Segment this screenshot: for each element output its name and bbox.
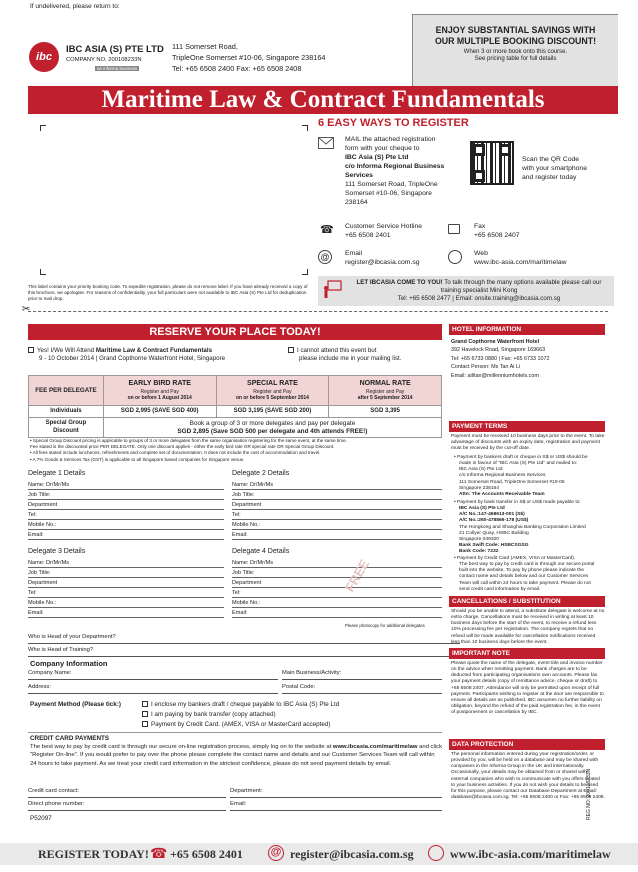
email-label: Email bbox=[345, 250, 362, 257]
ways-heading: 6 EASY WAYS TO REGISTER bbox=[318, 117, 469, 129]
delegate-field-mobile[interactable]: Mobile No.: bbox=[28, 520, 224, 530]
delegate-field-dept[interactable]: Department bbox=[28, 500, 224, 510]
company-name: IBC ASIA (S) PTE LTD bbox=[66, 44, 164, 55]
delegate-2[interactable] bbox=[232, 470, 442, 540]
ibc-logo: ibc bbox=[29, 42, 59, 72]
email-contact bbox=[345, 250, 420, 268]
company-no: COMPANY NO. 200108233N bbox=[66, 57, 142, 63]
important-note-text: Please quote the name of the delegate, event title and invoice number on the advice when remitting payment. Bank charges are to be deducted from participating organisations own accounts. Please fax your payment details (copy of remittance advice, cheque or draft) to +65 6508 2407. Attendance will only be permitted upon receipt of full payment. Participants wishing to register at the door are responsible to ensure all details are as published. IBC assumes no further liability on obligation, beyond the refund of the paid registration fee, in the event of postponement or cancellation by IBC. bbox=[451, 661, 604, 715]
informa-badge: an informa business bbox=[97, 66, 138, 71]
note-1: • Special Group Discount pricing is applicable to groups of 3 or more delegates from the same organisation registering for the same event, at the same time. bbox=[30, 438, 347, 443]
cheque-checkbox[interactable] bbox=[142, 701, 148, 707]
payment-method-label: Payment Method (Please tick:) bbox=[30, 701, 121, 708]
cc-phone-field[interactable]: Direct phone number: bbox=[28, 801, 226, 811]
web-address[interactable]: www.ibc-asia.com/maritimelaw bbox=[474, 258, 567, 266]
promo-sub-2: See pricing table for full details bbox=[474, 56, 557, 63]
head-training-field[interactable]: Who is Head of Training? bbox=[28, 647, 460, 657]
delegate-3[interactable] bbox=[28, 548, 224, 618]
qr-line-1: Scan the QR Code bbox=[522, 156, 580, 163]
fax-number: +65 6508 2407 bbox=[474, 231, 520, 239]
payment-card-terms: • Payment by Credit Card (AMEX, VISA or MasterCard). The best way to pay by credit card is through our secure portal built into the website. To pay by phone please indicate the contact name and details below and our Customer Services Team will call within 24 hours to take payment. Please do not send credit card information by email. bbox=[454, 556, 595, 592]
fee-label: FEE PER DELEGATE bbox=[29, 376, 104, 406]
mail-line-2: form with your cheque to bbox=[345, 144, 420, 152]
qr-instructions bbox=[522, 156, 587, 182]
cannot-line-1: I cannot attend this event but bbox=[297, 347, 377, 354]
postal-code-field[interactable]: Postal Code: bbox=[282, 684, 442, 694]
promo-title-2: OUR MULTIPLE BOOKING DISCOUNT! bbox=[434, 35, 597, 46]
attend-date: 9 - 10 October 2014 | Grand Copthorne Waterfront Hotel, Singapore bbox=[39, 355, 226, 363]
talk-contact: Tel: +65 6508 2477 | Email: onsite.training@ibcasia.com.sg bbox=[397, 295, 561, 303]
delegate-field-email[interactable]: Email: bbox=[232, 530, 442, 540]
attend-prefix: Yes! I/We Will Attend bbox=[37, 347, 96, 354]
payment-option-card[interactable]: Payment by Credit Card. (AMEX, VISA or MasterCard accepted) bbox=[142, 720, 339, 730]
mail-care-2: Services bbox=[345, 171, 373, 179]
fax-label: Fax bbox=[474, 223, 486, 230]
delegate-4-title: Delegate 4 Details bbox=[232, 548, 290, 555]
footer-phone[interactable]: +65 6508 2401 bbox=[170, 847, 243, 861]
payment-option-cheque[interactable]: I enclose my bankers draft / cheque payable to IBC Asia (S) Pte Ltd bbox=[142, 700, 339, 710]
return-address-2: TripleOne Somerset #10-06, Singapore 238164 bbox=[172, 53, 326, 62]
delegate-field-name[interactable]: Name: Dr/Mr/Ms bbox=[28, 480, 224, 490]
footer-register: REGISTER TODAY! bbox=[38, 847, 149, 861]
mail-addr-1: 111 Somerset Road, TripleOne bbox=[345, 180, 438, 188]
onsite-training-box bbox=[318, 276, 614, 306]
early-bird-price: SGD 2,995 (SAVE SGD 400) bbox=[103, 406, 216, 418]
delegate-field-dept[interactable]: Department bbox=[28, 578, 224, 588]
hotel-info: Grand Copthorne Waterfront Hotel 392 Havelock Road, Singapore 169663 Tel: +65 6733 0880 | Fax: +65 6733 1072 Contact Person: Ms Tan Ai Li Email: ailitan@millenniumhotels.com bbox=[451, 339, 550, 379]
mail-care-1: c/o Informa Regional Business bbox=[345, 162, 445, 170]
cc-contact-field[interactable]: Credit card contact: bbox=[28, 788, 226, 798]
note-3: • All fees stated include luncheons, refreshments and complete set of documentation. It does not include the cost of accommodation and travel. bbox=[30, 450, 321, 456]
email-address[interactable]: register@ibcasia.com.sg bbox=[345, 258, 420, 266]
pricing-notes bbox=[30, 438, 442, 463]
scissors-icon: ✂ bbox=[22, 304, 31, 315]
reg-no: REG NO: 200108233N bbox=[586, 768, 592, 820]
delegate-field-mobile[interactable]: Mobile No.: bbox=[232, 520, 442, 530]
payment-options bbox=[142, 700, 339, 729]
delegate-field-job[interactable]: Job Title: bbox=[232, 490, 442, 500]
mail-addr-2: Somerset #10-06, Singapore bbox=[345, 189, 432, 197]
payment-option-transfer[interactable]: I am paying by bank transfer (copy attached) bbox=[142, 710, 339, 720]
footer-globe-icon bbox=[428, 845, 444, 861]
return-address-1: 111 Somerset Road, bbox=[172, 42, 238, 51]
page-title: Maritime Law & Contract Fundamentals bbox=[28, 86, 618, 114]
delegate-field-email[interactable]: Email: bbox=[232, 608, 442, 618]
group-price: Book a group of 3 or more delegates and pay per delegate SGD 2,895 (Save SGD 500 per delegate and 4th attends FREE!) bbox=[103, 418, 441, 438]
delegate-1-title: Delegate 1 Details bbox=[28, 470, 86, 477]
return-phone: Tel: +65 6508 2400 Fax: +65 6508 2408 bbox=[172, 64, 302, 73]
hotline bbox=[345, 223, 422, 241]
delegate-field-email[interactable]: Email: bbox=[28, 608, 224, 618]
talk-text: To talk through the many options available please call our training specialist Mini Kong bbox=[440, 279, 602, 295]
cc-text: The best way to pay by credit card is through our secure on-line registration process, simply log on to the website at www.ibcasia.com/maritimelaw and click "Register On-line". If you would prefer to pay over the phone please complete the contact name and details and our Customer Services Team will call within 24 hours to take payment. As we treat your credit card information in the strictest confidence, please do not send payment details by email. bbox=[30, 744, 443, 767]
delegate-4[interactable] bbox=[232, 548, 442, 618]
mail-icon bbox=[318, 137, 334, 149]
delegate-field-tel[interactable]: Tel: bbox=[28, 510, 224, 520]
footer-email-icon: @ bbox=[268, 845, 284, 861]
promo-sub-1: When 3 or more book onto this course. bbox=[463, 49, 568, 56]
hotline-number[interactable]: +65 6508 2401 bbox=[345, 231, 391, 239]
globe-icon bbox=[448, 250, 462, 264]
delegate-field-job[interactable]: Job Title: bbox=[28, 490, 224, 500]
mail-line-1: MAIL the attached registration bbox=[345, 136, 436, 143]
cc-heading: CREDIT CARD PAYMENTS bbox=[30, 735, 110, 742]
normal-price: SGD 3,395 bbox=[329, 406, 442, 418]
company-info-heading: Company Information bbox=[30, 659, 108, 668]
payment-terms-heading: PAYMENT TERMS bbox=[449, 421, 605, 432]
fax-icon bbox=[448, 224, 460, 234]
pricing-table bbox=[28, 375, 442, 438]
mail-instructions bbox=[345, 136, 470, 208]
delegate-field-name[interactable]: Name: Dr/Mr/Ms bbox=[232, 558, 442, 568]
cc-email-field[interactable]: Email: bbox=[230, 801, 442, 811]
mail-company: IBC Asia (S) Pte Ltd bbox=[345, 153, 409, 161]
photocopy-note: Please photocopy for additional delegates bbox=[345, 623, 425, 628]
group-label: Special Group Discount bbox=[29, 418, 104, 438]
cut-line bbox=[28, 311, 608, 312]
delegate-1[interactable] bbox=[28, 470, 224, 540]
delegate-field-dept[interactable]: Department bbox=[232, 578, 442, 588]
card-checkbox[interactable] bbox=[142, 721, 148, 727]
promo-title-1: ENJOY SUBSTANTIAL SAVINGS WITH bbox=[435, 25, 596, 35]
attend-option[interactable] bbox=[28, 347, 288, 364]
delegate-field-tel[interactable]: Tel: bbox=[232, 510, 442, 520]
talk-lead: LET IBCASIA COME TO YOU! bbox=[356, 279, 443, 286]
important-note-heading: IMPORTANT NOTE bbox=[449, 648, 605, 659]
delegate-2-title: Delegate 2 Details bbox=[232, 470, 290, 477]
priority-code: P52097 bbox=[30, 815, 52, 822]
note-2: Fee stated is the discounted price PER DELEGATE. Only one discount applies - either the early bird rate OR special rate OR Special Group Discount. bbox=[30, 444, 335, 450]
attend-course: Maritime Law & Contract Fundamentals bbox=[95, 347, 213, 354]
delegate-field-mobile[interactable]: Mobile No.: bbox=[232, 598, 442, 608]
cannot-attend-option[interactable] bbox=[288, 347, 448, 364]
web-label: Web bbox=[474, 250, 488, 257]
footer-web[interactable]: www.ibc-asia.com/maritimelaw bbox=[450, 847, 611, 861]
delegate-field-job[interactable]: Job Title: bbox=[232, 568, 442, 578]
delegate-field-tel[interactable]: Tel: bbox=[232, 588, 442, 598]
business-activity-field[interactable]: Main Business/Activity: bbox=[282, 670, 442, 680]
data-protection-text: The personal information entered during your registration/order, or provided by you, will be held on a database and may be shared with companies in the Informa Group in the UK and internationally. Occasionally, your details may be obtained from or shared with external companies who wish to communicate with you offers related to your business activities. If you do not wish your details to be used for this purpose, please contact our Database Department at Email: database@ibcasia.com.sg, Tel: +65 6508 2400 or Fax: +65 6508 2408. bbox=[451, 752, 605, 800]
qr-line-2: with your smartphone bbox=[522, 164, 587, 172]
cancellation-heading: CANCELLATIONS / SUBSTITUTION bbox=[449, 596, 605, 607]
delegate-field-tel[interactable]: Tel: bbox=[28, 588, 224, 598]
payment-cheque-terms: • Payment by bankers draft or cheque in S$ or US$ should be made in favour of "IBC Asia (S) Pte Ltd" and mailed to: IBC Asia (S) Pte Ltd c/o Informa Regional Business Services 111 Somerset Road, TripleOne Somerset #10-06 Singapore 238164 Attn: The Accounts Receivable Team bbox=[454, 455, 588, 497]
payment-terms-intro: Payment must be received 10 business days prior to the event. To take advantage of discounts with an expiry date, registration and payment must be received by the cut-off date. bbox=[451, 434, 605, 452]
free-stamp: FREE bbox=[341, 556, 373, 595]
email-icon: @ bbox=[318, 250, 332, 264]
return-label: If undelivered, please return to: bbox=[30, 3, 120, 10]
priority-note: This label contains your priority booking code. To expedite registration, please do not remove label. If you have already received a copy of this brochure, we apologise. For reasons of confidentiality, your full particulars were not available to IBC Asia (S) Pte Ltd for deduplication prior to mail drop. bbox=[28, 284, 308, 301]
attend-checkbox[interactable] bbox=[28, 347, 34, 353]
multi-booking-promo bbox=[412, 14, 618, 86]
reserve-heading: RESERVE YOUR PLACE TODAY! bbox=[28, 324, 442, 340]
fax bbox=[474, 223, 520, 241]
delegate-field-dept[interactable]: Department bbox=[232, 500, 442, 510]
cc-divider bbox=[28, 732, 442, 733]
delegate-field-job[interactable]: Job Title: bbox=[28, 568, 224, 578]
data-protection-heading: DATA PROTECTION bbox=[449, 739, 605, 750]
address-field[interactable]: Address: bbox=[28, 684, 278, 694]
transfer-checkbox[interactable] bbox=[142, 711, 148, 717]
cancellation-text: Should you be unable to attend, a substitute delegate is welcome at no extra charge. Cancellations must be received in writing at least 10 business days before the start of the event, to receive a refund less 10% processing fee per registration. The company regrets that no refund will be made available for cancellation notifications received less than 10 business days before the event. bbox=[451, 609, 605, 645]
footer-phone-icon: ☎ bbox=[150, 845, 168, 861]
payment-transfer-terms: • Payment by bank transfer in S$ or US$ made payable to: IBC Asia (S) Pte Ltd A/C No.:147-468613-001 (S$) A/C No.:260-478866-178 (US$) The Hongkong and Shanghai Banking Corporation Limited 21 Collyer Quay, HSBC Building Singapore 049320 Bank Swift Code: HSBCSGSG Bank Code: 7232 bbox=[454, 500, 586, 554]
delegate-field-email[interactable]: Email: bbox=[28, 530, 224, 540]
footer-bar bbox=[0, 843, 638, 865]
footer-email[interactable]: register@ibcasia.com.sg bbox=[290, 847, 414, 861]
cc-department-field[interactable]: Department: bbox=[230, 788, 442, 798]
cannot-line-2: please include me in your mailing list. bbox=[299, 355, 402, 363]
cannot-attend-checkbox[interactable] bbox=[288, 347, 294, 353]
individuals-label: Individuals bbox=[29, 406, 104, 418]
delegate-field-mobile[interactable]: Mobile No.: bbox=[28, 598, 224, 608]
hotel-heading: HOTEL INFORMATION bbox=[449, 324, 605, 335]
early-bird-header: EARLY BIRD RATE Register and Pay on or before 1 August 2014 bbox=[103, 376, 216, 406]
mail-addr-3: 238164 bbox=[345, 198, 368, 206]
normal-rate-header: NORMAL RATE Register and Pay after 5 September 2014 bbox=[329, 376, 442, 406]
head-dept-field[interactable]: Who is Head of your Department? bbox=[28, 634, 460, 644]
qr-code-icon[interactable] bbox=[470, 141, 514, 185]
web-contact bbox=[474, 250, 567, 268]
phone-icon: ☎ bbox=[320, 224, 334, 236]
special-rate-header: SPECIAL RATE Register and Pay on or before 5 September 2014 bbox=[216, 376, 329, 406]
label-area bbox=[40, 125, 308, 275]
delegate-3-title: Delegate 3 Details bbox=[28, 548, 86, 555]
delegate-field-name[interactable]: Name: Dr/Mr/Ms bbox=[232, 480, 442, 490]
delegate-field-name[interactable]: Name: Dr/Mr/Ms bbox=[28, 558, 224, 568]
company-name-field[interactable]: Company Name: bbox=[28, 670, 278, 680]
note-4: • A 7% Goods & Services Tax (GST) is applicable to all Singapore based companies for Singapore venue. bbox=[30, 456, 245, 462]
special-price: SGD 3,195 (SAVE SGD 200) bbox=[216, 406, 329, 418]
qr-line-3: and register today bbox=[522, 173, 577, 181]
hotline-label: Customer Service Hotline bbox=[345, 223, 423, 230]
presenter-icon bbox=[322, 280, 342, 300]
